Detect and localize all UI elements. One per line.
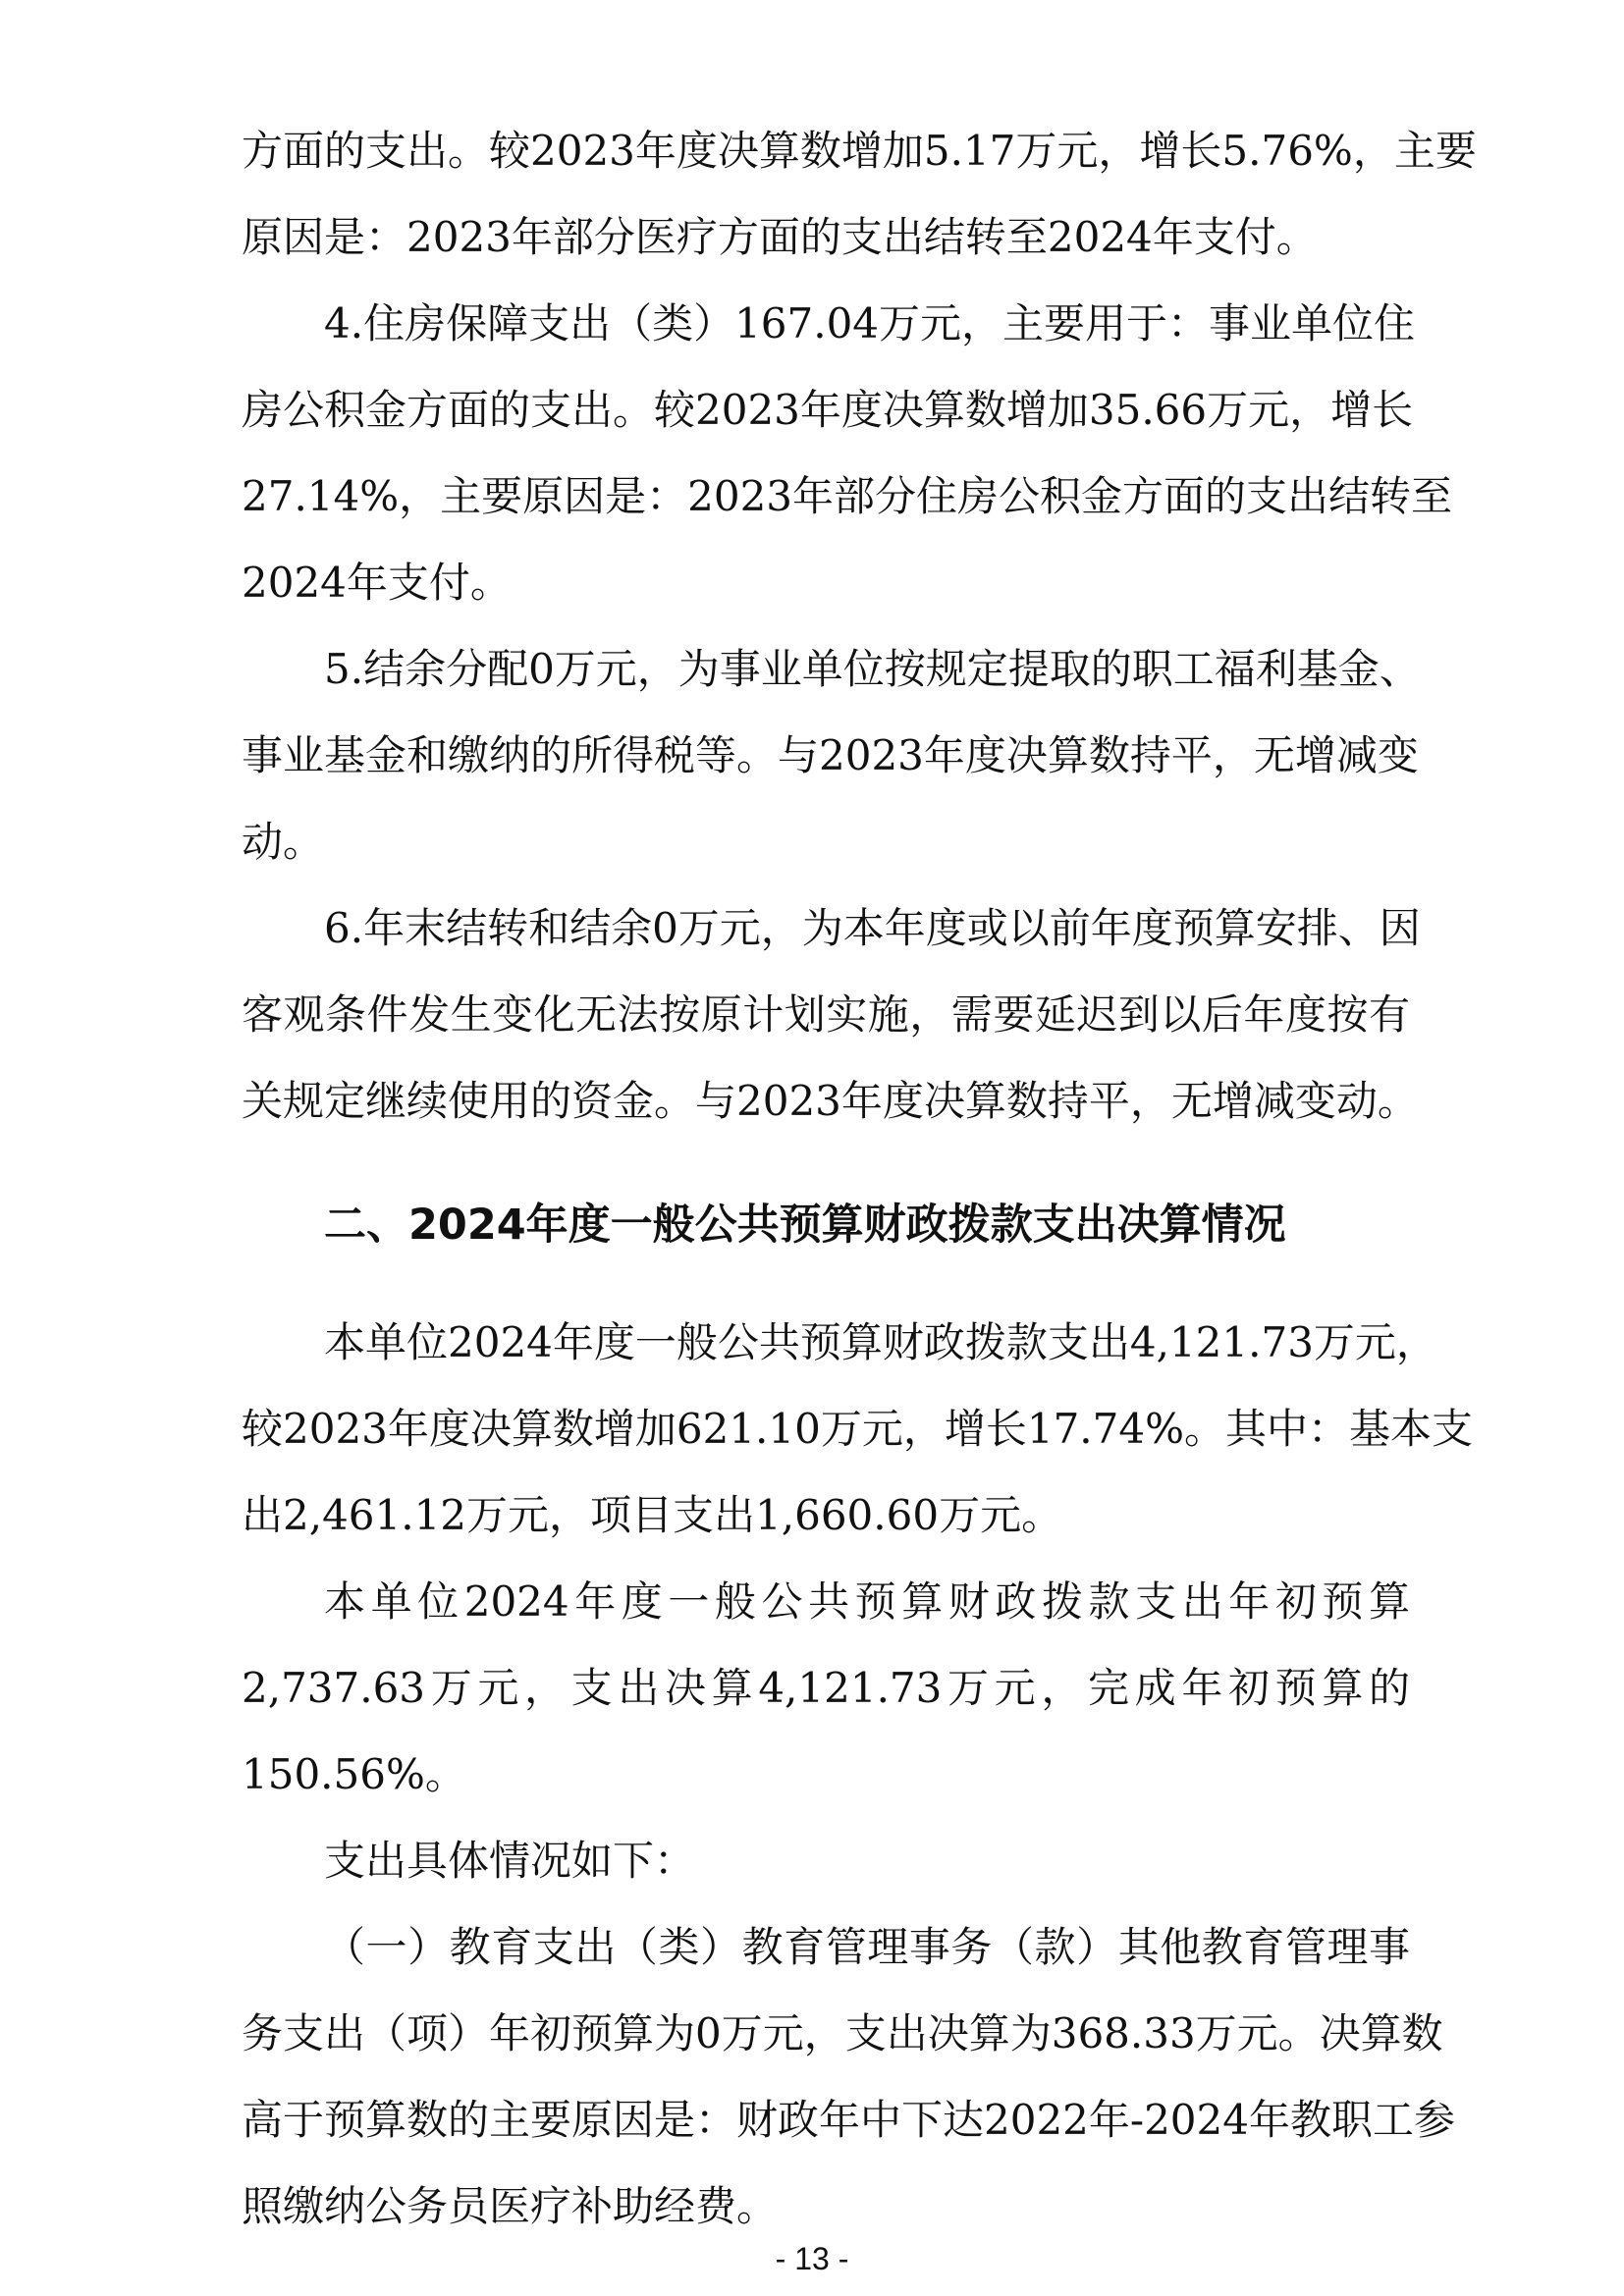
text-line: 27.14%，主要原因是：2023年部分住房公积金方面的支出结转至 [242,472,1453,520]
text-line: 方面的支出。较2023年度决算数增加5.17万元，增长5.76%，主要 [242,127,1477,175]
text-line: 客观条件发生变化无法按原计划实施，需要延迟到以后年度按有 [242,990,1410,1039]
text-line: 务支出（项）年初预算为0万元，支出决算为368.33万元。决算数 [242,2009,1443,2057]
text-line: 2024年支付。 [242,559,512,607]
text-line: （一）教育支出（类）教育管理事务（款）其他教育管理事 [324,1923,1410,1971]
text-line: 6.年末结转和结余0万元，为本年度或以前年度预算安排、因 [324,904,1421,952]
text-line: 事业基金和缴纳的所得税等。与2023年度决算数持平，无增减变 [242,731,1419,779]
text-line: 关规定继续使用的资金。与2023年度决算数持平，无增减变动。 [242,1077,1419,1125]
text-line: 本单位2024年度一般公共预算财政拨款支出年初预算 [324,1577,1410,1626]
paragraph-general-budget-expense [242,1300,1473,1559]
text-line: 较2023年度决算数增加621.10万元，增长17.74%。其中：基本支 [242,1405,1473,1453]
text-line: 出2,461.12万元，项目支出1,660.60万元。 [242,1491,1063,1539]
text-line: 高于预算数的主要原因是：财政年中下达2022年-2024年教职工参 [242,2096,1455,2144]
section-heading: 二、2024年度一般公共预算财政拨款支出决算情况 [324,1201,1286,1250]
page-number: - 13 - [775,2241,849,2276]
text-line: 原因是：2023年部分医疗方面的支出结转至2024年支付。 [242,213,1318,261]
text-line: 5.结余分配0万元，为事业单位按规定提取的职工福利基金、 [324,645,1421,693]
paragraph-medical-expense-continued [242,108,1477,281]
paragraph-details-intro [242,1818,1410,1904]
text-line: 房公积金方面的支出。较2023年度决算数增加35.66万元，增长 [242,386,1414,434]
document-body [242,108,1477,2250]
paragraph-housing-security [242,281,1453,626]
text-line: 照缴纳公务员医疗补助经费。 [242,2182,779,2230]
text-line: 支出具体情况如下： [324,1837,696,1885]
text-line: 本单位2024年度一般公共预算财政拨款支出4,121.73万元， [324,1318,1437,1366]
paragraph-year-end-carryover [242,885,1421,1145]
paragraph-budget-completion [242,1559,1410,1818]
text-line: 动。 [242,818,325,866]
text-line: 2,737.63万元，支出决算4,121.73万元，完成年初预算的 [242,1664,1410,1712]
text-line: 150.56%。 [242,1750,466,1798]
paragraph-education-expense [242,1904,1455,2250]
text-line: 4.住房保障支出（类）167.04万元，主要用于：事业单位住 [324,299,1416,347]
paragraph-surplus-distribution [242,626,1421,885]
